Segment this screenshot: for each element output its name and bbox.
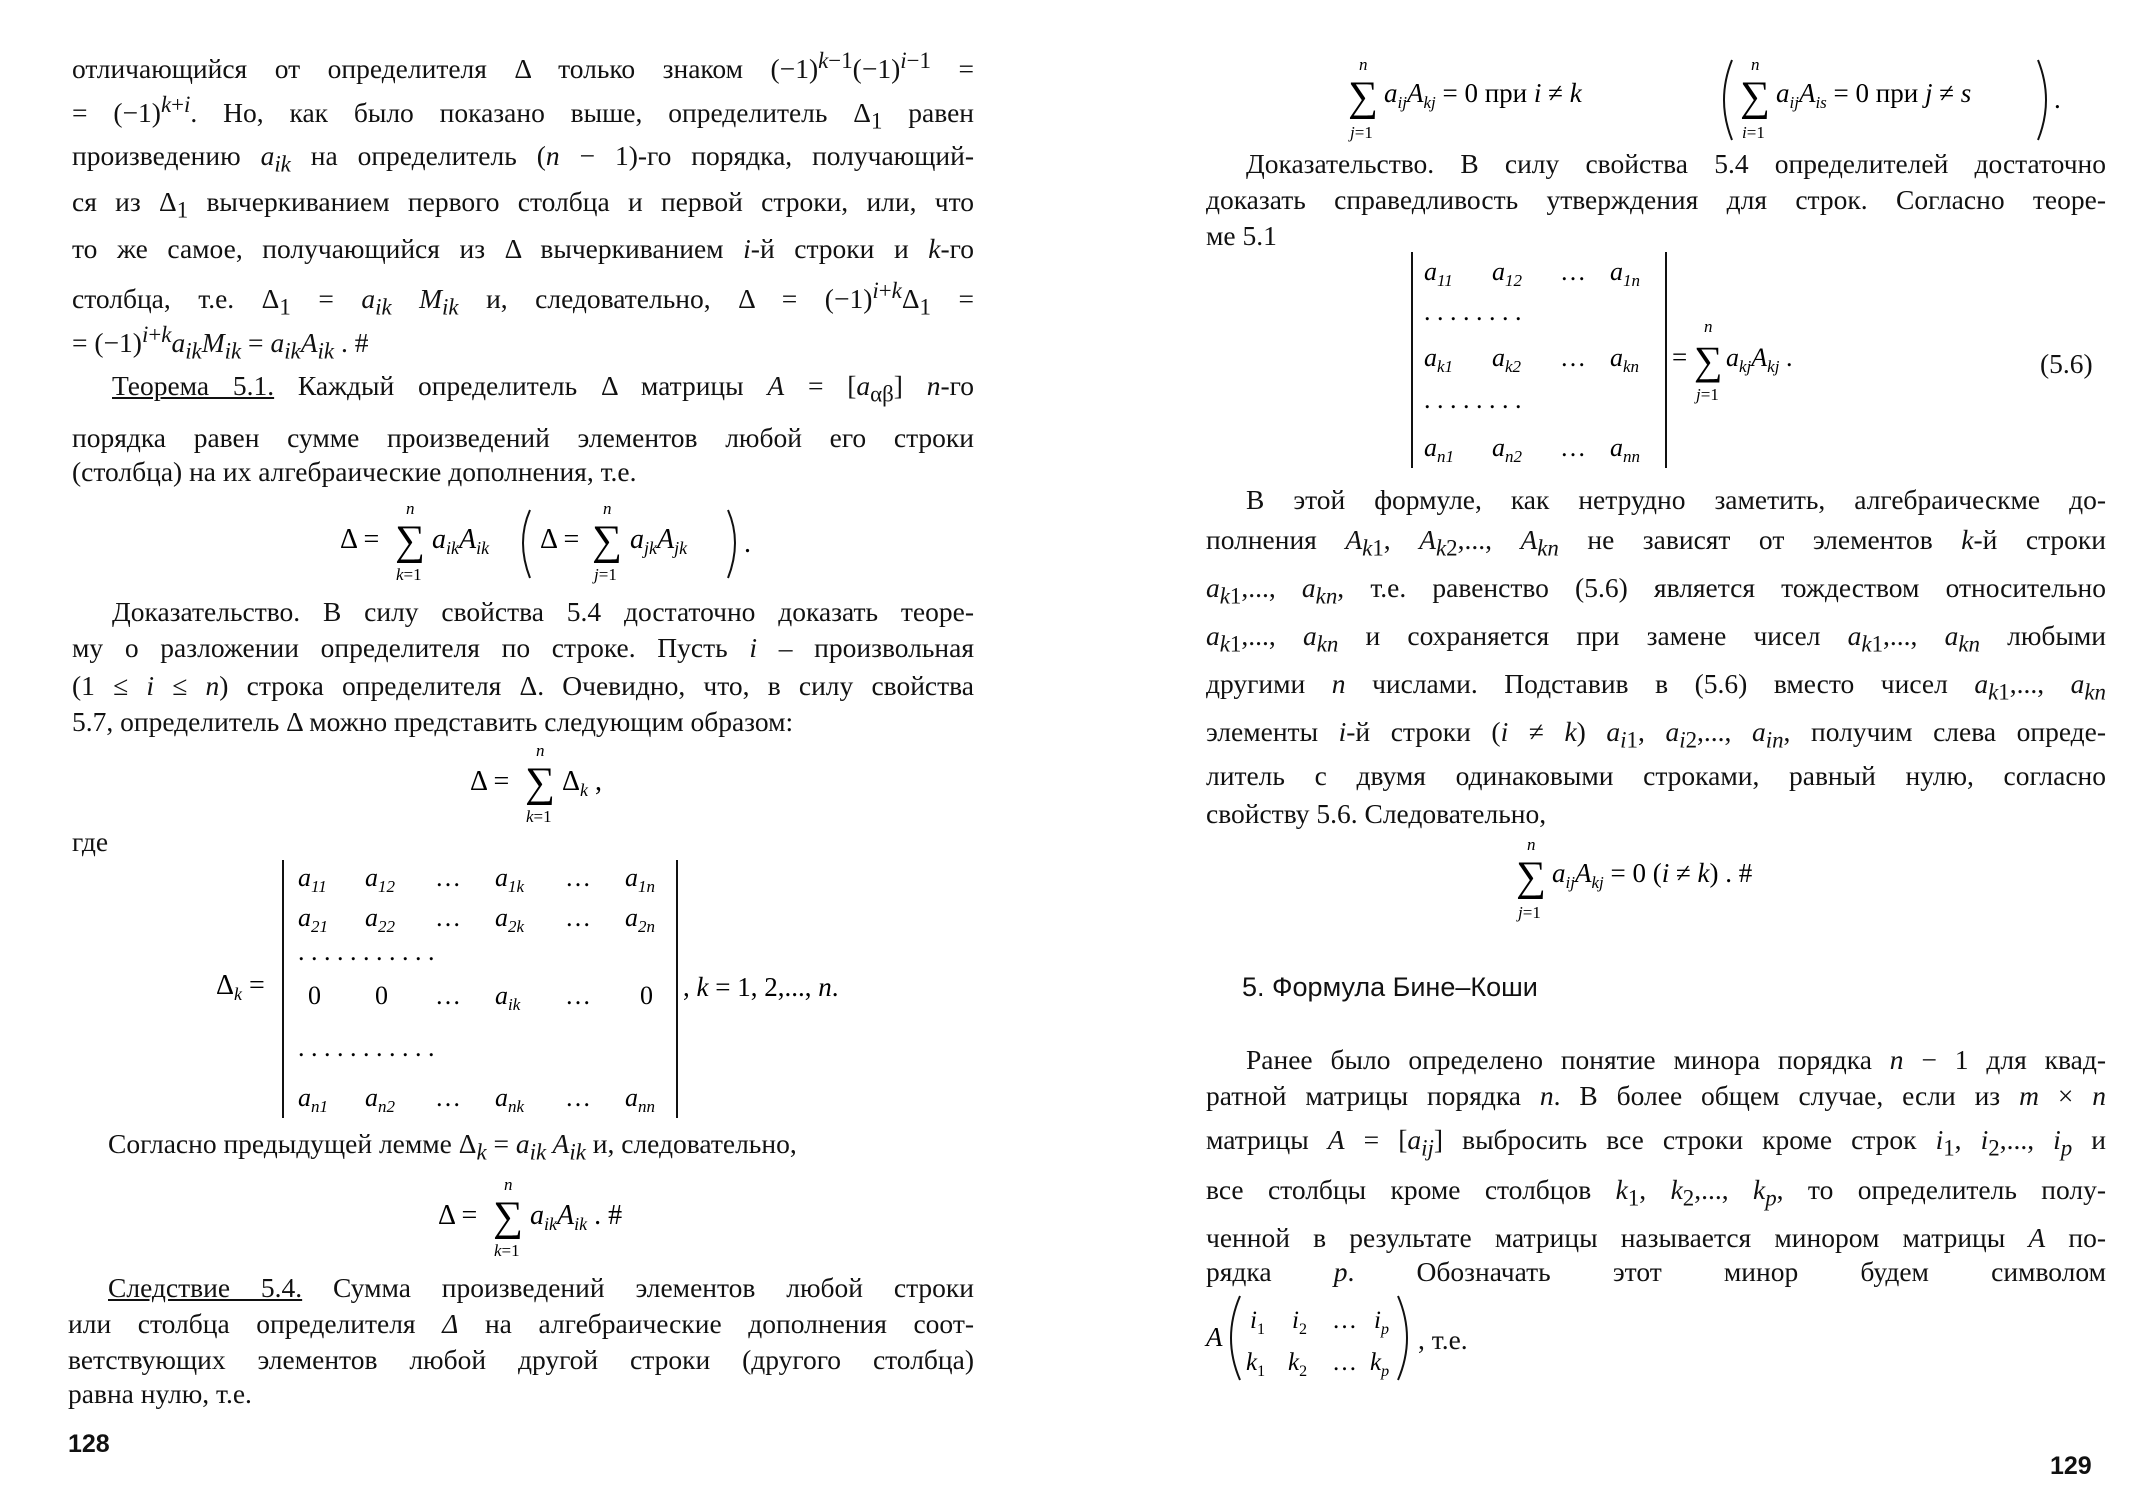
svg-text:, k = 1, 2,..., n.: , k = 1, 2,..., n.	[683, 972, 839, 1002]
svg-text:a11: $a_{11}$	[1424, 257, 1453, 290]
text-line: , т.е.	[1418, 1324, 1468, 1355]
svg-text:…: …	[1560, 257, 1586, 286]
svg-text:k=1: k=1	[494, 1241, 520, 1260]
svg-text:ak2: $a_{k2}$	[1492, 343, 1522, 376]
text-line: ме 5.1	[1206, 220, 1277, 251]
svg-text:. . . . .: . . . . . . . . . . .	[298, 937, 435, 966]
svg-text:aijAkj = 0 (i ≠ k) . #: $a_{ij}A_{kj} = 0$ (i ≠ k) . #	[1552, 858, 1753, 892]
svg-text:…: …	[565, 903, 591, 932]
text-line: $a_{k1}$,..., $a_{kn}$ и сохраняется при замене чисел $a_{k1}$,..., $a_{kn}$ любыми	[1206, 620, 2107, 657]
text-line: порядка равен сумме произведений элементов любой его строки	[72, 422, 974, 453]
page-number: 128	[68, 1430, 110, 1458]
svg-text:k1: $k_1$	[1246, 1349, 1266, 1380]
svg-text:…: …	[435, 981, 461, 1010]
svg-text:ann: $a_{nn}$	[1610, 433, 1640, 466]
svg-text:ajkAjk: $a_{jk}A_{jk}$	[630, 524, 688, 558]
section-title: 5. Формула Бине–Коши	[1242, 972, 1538, 1002]
svg-text:a1n: $a_{1n}$	[1610, 257, 1640, 290]
theorem-label: Теорема 5.1.	[112, 370, 275, 401]
svg-text:. . . . .: . . . . . . . .	[1424, 385, 1522, 414]
svg-text:an1: $a_{n1}$	[298, 1083, 328, 1116]
text-line: литель с двумя одинаковыми строками, равный нулю, согласно	[1206, 760, 2106, 791]
corollary-label: Следствие 5.4.	[108, 1272, 303, 1303]
svg-text:k2: $k_2$	[1288, 1349, 1308, 1380]
svg-text:0: 0	[308, 981, 321, 1010]
text-line: Доказательство. В силу свойства 5.4 достаточно доказать теоре-	[112, 596, 974, 627]
svg-text:akn: $a_{kn}$	[1610, 343, 1640, 376]
svg-text:n: n	[1751, 55, 1760, 74]
svg-text:∑: ∑	[1516, 854, 1546, 900]
svg-text:∑: ∑	[1348, 74, 1378, 120]
text-line: все столбцы кроме столбцов $k_1$, $k_2$,..., $k_p$, то определитель полу-	[1206, 1174, 2107, 1211]
svg-text:k=1: k=1	[396, 565, 422, 584]
svg-text:Δ =: Δ =	[470, 766, 510, 797]
equation-expansion	[438, 1172, 678, 1264]
svg-text:∑: ∑	[592, 518, 622, 564]
text-line: = $(-1)^{k+i}$. Но, как было показано выше, определитель $\Delta_1$ равен	[72, 92, 974, 134]
svg-text:a11: $a_{11}$	[298, 863, 327, 896]
svg-text:n: n	[536, 741, 545, 760]
svg-text:j=1: j=1	[1518, 903, 1541, 922]
svg-text:aijAis = 0 при j ≠ s: $a_{ij}A_{is} = 0$ при j ≠ s	[1776, 78, 1972, 112]
text-line: или столбца определителя Δ на алгебраические дополнения соот-	[68, 1308, 975, 1339]
svg-text:…: …	[565, 981, 591, 1010]
svg-text:a1k: $a_{1k}$	[495, 863, 525, 896]
svg-text:j=1: j=1	[1350, 123, 1373, 142]
svg-text:…: …	[435, 903, 461, 932]
svg-text:n: n	[1359, 55, 1368, 74]
svg-text:…: …	[1332, 1307, 1357, 1334]
svg-text:n: n	[504, 1175, 513, 1194]
text-line: ратной матрицы порядка n. В более общем случае, если из m × n	[1206, 1080, 2107, 1111]
svg-text:an2: $a_{n2}$	[365, 1083, 395, 1116]
svg-text:∑: ∑	[493, 1194, 523, 1240]
svg-text:. . . . .: . . . . . . . . . . .	[298, 1033, 435, 1062]
svg-text:kp: $k_p$	[1370, 1349, 1390, 1380]
svg-text:. . . . .: . . . . . . . .	[1424, 297, 1522, 326]
svg-text:akjAkj .: $a_{kj}A_{kj}$ .	[1726, 343, 1793, 376]
svg-text:Δk ,: $\Delta_k$ ,	[562, 766, 603, 800]
svg-text:i1: $i_1$	[1250, 1307, 1265, 1338]
svg-text:n: n	[1704, 317, 1713, 336]
svg-text:aikAik . #: $a_{ik}A_{ik}$ . #	[530, 1200, 623, 1234]
text-line: где	[72, 826, 109, 857]
svg-text:…: …	[1560, 433, 1586, 462]
svg-text:.: .	[2054, 84, 2061, 114]
svg-text:∑: ∑	[1694, 338, 1723, 383]
svg-text:ak1: $a_{k1}$	[1424, 343, 1454, 376]
svg-text:i2: $i_2$	[1292, 1307, 1307, 1338]
svg-text:i=1: i=1	[1742, 123, 1765, 142]
text-line: ченной в результате матрицы называется минором матрицы A по-	[1206, 1222, 2106, 1253]
text-line: Ранее было определено понятие минора порядка n − 1 для квад-	[1246, 1044, 2107, 1075]
svg-text:a1n: $a_{1n}$	[625, 863, 655, 896]
svg-text:…: …	[1560, 343, 1586, 372]
page-number: 129	[2050, 1452, 2092, 1480]
svg-text:…: …	[565, 1083, 591, 1112]
svg-text:a22: $a_{22}$	[365, 903, 395, 936]
svg-text:Δ =: Δ =	[438, 1200, 478, 1231]
svg-text:aik: $a_{ik}$	[495, 981, 521, 1014]
text-line: ветствующих элементов любой другой строки (другого столбца)	[68, 1344, 974, 1375]
text-line: = $(-1)^{i+k}a_{ik}M_{ik} = a_{ik}A_{ik}$ . #	[72, 322, 369, 364]
svg-text:n: n	[1527, 835, 1536, 854]
svg-text:ank: $a_{nk}$	[495, 1083, 525, 1116]
svg-text:n: n	[406, 499, 415, 518]
equation-theorem	[340, 490, 760, 590]
svg-text:a21: $a_{21}$	[298, 903, 328, 936]
text-line: элементы i-й строки (i ≠ k) $a_{i1}$, $a_{i2}$,..., $a_{in}$, получим слева опреде-	[1206, 716, 2107, 753]
svg-text:Δ =: Δ =	[340, 524, 380, 555]
text-line: В этой формуле, как нетрудно заметить, алгебраическме до-	[1246, 484, 2106, 515]
svg-text:…: …	[1332, 1349, 1357, 1376]
page-128	[0, 0, 1077, 1508]
text-line: Следствие 5.4. Сумма произведений элементов любой строки	[108, 1272, 974, 1303]
text-line: равна нулю, т.е.	[68, 1378, 252, 1409]
svg-text:Δk =: $\Delta_k$ =	[216, 970, 265, 1004]
equation-corollary	[1348, 52, 2068, 148]
text-line: 5.7, определитель Δ можно представить следующим образом:	[72, 706, 794, 737]
svg-text:n: n	[603, 499, 612, 518]
text-line: Согласно предыдущей лемме $\Delta_k = a_{ik}$ $A_{ik}$ и, следовательно,	[108, 1128, 797, 1165]
svg-text:A: A	[1206, 1322, 1223, 1352]
svg-text:aikAik: $a_{ik}A_{ik}$	[432, 524, 490, 558]
equation-number: (5.6)	[2040, 348, 2093, 379]
svg-text:j=1: j=1	[1696, 385, 1719, 404]
page-129	[1078, 0, 2155, 1508]
svg-text:…: …	[565, 863, 591, 892]
svg-text:∑: ∑	[1740, 74, 1770, 120]
text-line: матрицы $A = [a_{ij}]$ выбросить все строки кроме строк $i_1$, $i_2$,..., $i_p$ и	[1206, 1124, 2107, 1161]
svg-text:k=1: k=1	[526, 807, 552, 826]
svg-text:…: …	[435, 1083, 461, 1112]
text-line: полнения $A_{k1}$, $A_{k2}$,..., $A_{kn}$ не зависят от элементов k-й строки	[1206, 524, 2107, 561]
svg-text:an1: $a_{n1}$	[1424, 433, 1454, 466]
text-line: отличающийся от определителя Δ только знаком $(-1)^{k-1}(-1)^{i-1}$ =	[72, 48, 975, 85]
text-line: доказать справедливость утверждения для строк. Согласно теоре-	[1206, 184, 2106, 215]
matrix-delta-k	[210, 856, 900, 1126]
svg-text:∑: ∑	[395, 518, 425, 564]
svg-text:∑: ∑	[525, 760, 555, 806]
svg-text:a2k: $a_{2k}$	[495, 903, 525, 936]
svg-text:Δ =: Δ =	[540, 524, 580, 555]
text-line: ся из $\Delta_1$ вычеркиванием первого столбца и первой строки, или, что	[72, 186, 975, 223]
text-line: (столбца) на их алгебраические дополнения, т.е.	[72, 456, 637, 487]
svg-text:…: …	[435, 863, 461, 892]
text-line: Теорема 5.1. Каждый определитель Δ матрицы $A = [a_{\alpha\beta}]$ n-го	[112, 370, 974, 407]
text-line: му о разложении определителя по строке. Пусть i – произвольная	[72, 632, 974, 663]
equation-delta-sum	[470, 738, 640, 828]
svg-text:aijAkj = 0 при i ≠ k: $a_{ij}A_{kj} = 0$ при i ≠ k	[1384, 78, 1582, 112]
svg-text:0: 0	[640, 981, 653, 1010]
text-line: произведению $a_{ik}$ на определитель (n − 1)-го порядка, получающий-	[72, 140, 974, 177]
text-line: то же самое, получающийся из Δ вычеркиванием i-й строки и k-го	[72, 233, 974, 264]
text-line: свойству 5.6. Следовательно,	[1206, 798, 1547, 829]
svg-text:.: .	[744, 528, 751, 559]
text-line: (1 ≤ i ≤ n) строка определителя Δ. Очевидно, что, в силу свойства	[72, 670, 974, 701]
equation-5-6	[1408, 248, 1848, 474]
svg-text:0: 0	[375, 981, 388, 1010]
svg-text:a2n: $a_{2n}$	[625, 903, 655, 936]
svg-text:ann: $a_{nn}$	[625, 1083, 655, 1116]
text-line: рядка p. Обозначать этот минор будем символом	[1206, 1256, 2106, 1287]
text-line: другими n числами. Подставив в (5.6) вместо чисел $a_{k1}$,..., $a_{kn}$	[1206, 668, 2106, 705]
text-line: Доказательство. В силу свойства 5.4 определителей достаточно	[1246, 148, 2106, 179]
svg-text:=: =	[1672, 342, 1688, 372]
equation-zero-sum	[1516, 832, 1876, 928]
text-line: $a_{k1}$,..., $a_{kn}$, т.е. равенство (5.6) является тождеством относительно	[1206, 572, 2107, 609]
svg-text:j=1: j=1	[594, 565, 617, 584]
svg-text:an2: $a_{n2}$	[1492, 433, 1522, 466]
svg-text:ip: $i_p$	[1374, 1307, 1389, 1338]
svg-text:a12: $a_{12}$	[1492, 257, 1522, 290]
svg-text:a12: $a_{12}$	[365, 863, 395, 896]
text-line: столбца, т.е. $\Delta_1 = a_{ik}$ $M_{ik}$ и, следовательно, $\Delta = (-1)^{i+k}\Delta_1$ =	[72, 278, 974, 320]
